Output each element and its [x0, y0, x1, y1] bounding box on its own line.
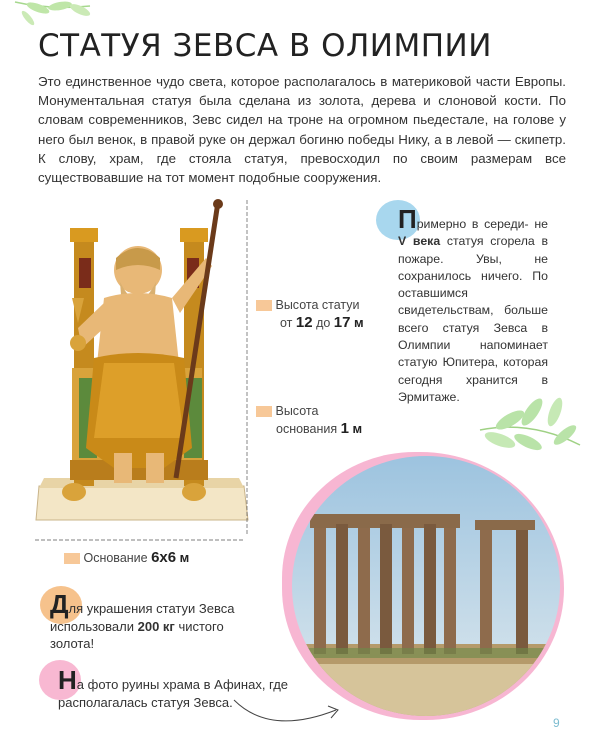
drop-cap-p: П — [398, 204, 417, 234]
base-height-label-text: Высота — [275, 404, 319, 418]
base-height-unit: м — [352, 421, 363, 436]
photo-caption-note — [58, 665, 303, 711]
temple-ruins-photo — [290, 454, 562, 718]
page-title: СТАТУЯ ЗЕВСА В ОЛИМПИИ — [38, 28, 492, 64]
statue-height-label — [256, 297, 381, 332]
page-number: 9 — [553, 716, 560, 730]
fire-text-1: римерно в середи- — [416, 217, 529, 231]
base-height-label-text2: основания — [276, 422, 338, 436]
height-to: до — [316, 316, 331, 330]
fire-fact-block — [398, 204, 548, 406]
height-unit: м — [353, 315, 364, 330]
intro-paragraph: Это единственное чудо света, которое располагалось в материковой части Европы. Монументальная статуя была сделана из золота, дерева и слоновой кости. По словам современников, Зевс сидел на троне на огромном пьедестале, на голове у него был венок, в правой руке он держал богиню победы Нику, а в левой — скипетр. К слову, храм, где стояла статуя, превосходил по своим размерам все существовавшие на тот момент подобные сооружения. — [38, 74, 566, 186]
base-height-value: 1 — [340, 420, 349, 437]
base-size-label — [64, 549, 254, 567]
swatch-marker — [256, 406, 272, 417]
base-height-label — [256, 403, 376, 438]
fire-text-3: статуя сгорела в пожаре. Увы, не сохранилось ничего. По оставшимся свидетельствам, больше всего статуя Зевса в Олимпии напоминает статую Юпитера, которая сегодня хранится в Эрмитаже. — [398, 234, 548, 404]
height-label-text: Высота статуи — [275, 298, 360, 312]
base-dimension-line — [35, 535, 245, 545]
photo-caption-text: а фото руины храма в Афинах, где располагалась статуя Зевса. — [58, 677, 289, 710]
gold-amount: 200 кг — [137, 618, 175, 634]
fire-century: V века — [398, 234, 441, 249]
gold-fact-note — [50, 589, 255, 653]
gold-text-1: ля украшения статуи Зевса использовали — [50, 601, 235, 634]
height-min-value: 12 — [295, 314, 313, 331]
zeus-statue-illustration — [34, 198, 252, 533]
fire-text-2: не — [534, 217, 548, 231]
swatch-marker — [256, 300, 272, 311]
base-size-unit: м — [179, 550, 190, 565]
drop-cap-n: Н — [58, 665, 77, 695]
leaf-decoration-right — [470, 390, 585, 460]
base-label-text: Основание — [83, 551, 148, 565]
swatch-marker — [64, 553, 80, 564]
height-from: от — [280, 316, 293, 330]
height-max-value: 17 — [333, 314, 351, 331]
base-size-value: 6х6 — [151, 549, 177, 566]
drop-cap-d: Д — [50, 589, 69, 619]
height-dimension-line — [241, 200, 253, 535]
gold-text-2: чистого золота! — [50, 618, 224, 651]
